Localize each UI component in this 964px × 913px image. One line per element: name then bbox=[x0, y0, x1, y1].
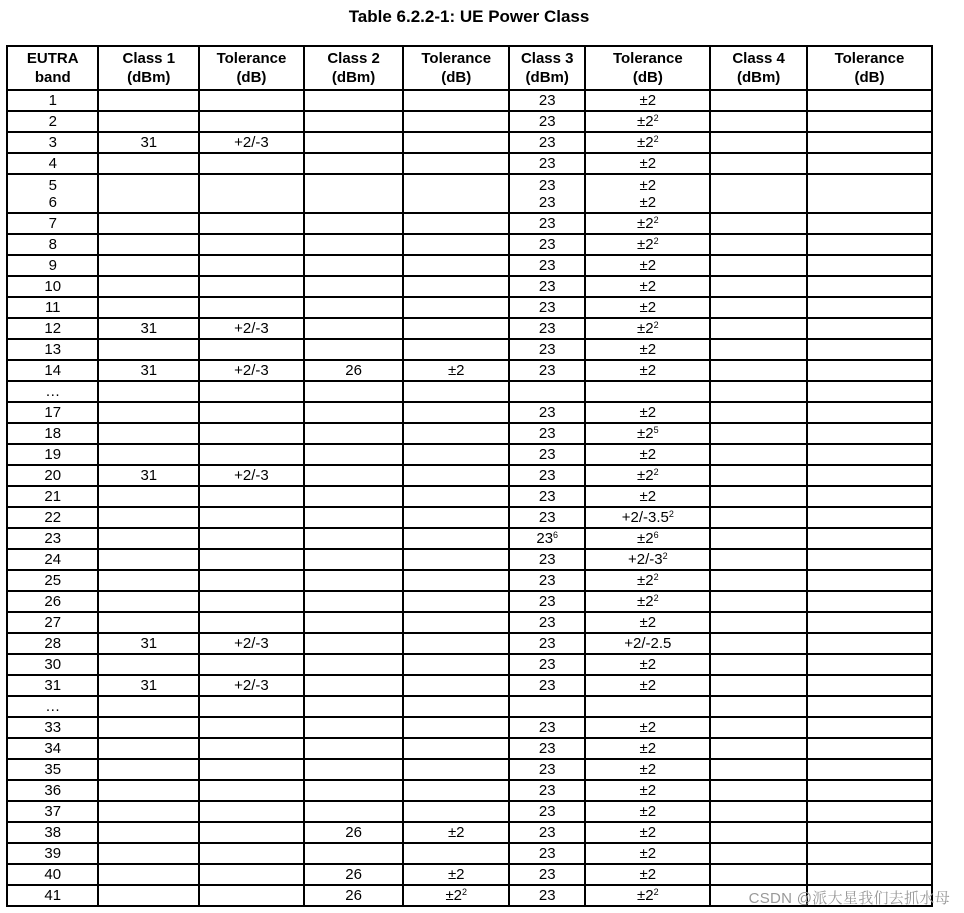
table-row: 19 23 ±2 bbox=[7, 444, 932, 465]
table-row: 34 23 ±2 bbox=[7, 738, 932, 759]
table-row: 30 23 ±2 bbox=[7, 654, 932, 675]
table-row: 27 23 ±2 bbox=[7, 612, 932, 633]
header-class3: Class 3 (dBm) bbox=[509, 46, 585, 90]
table-row: 37 23 ±2 bbox=[7, 801, 932, 822]
header-tolerance2: Tolerance (dB) bbox=[403, 46, 509, 90]
table-row: 35 23 ±2 bbox=[7, 759, 932, 780]
header-tolerance3: Tolerance (dB) bbox=[585, 46, 710, 90]
table-row: 3 31 +2/-3 23 $\pm 2^2$ bbox=[7, 132, 932, 153]
header-tolerance1: Tolerance (dB) bbox=[199, 46, 304, 90]
header-eutra-band: EUTRA band bbox=[7, 46, 98, 90]
table-row: 14 31 +2/-3 26 ±2 23 ±2 bbox=[7, 360, 932, 381]
header-tolerance4: Tolerance (dB) bbox=[807, 46, 932, 90]
table-row: … bbox=[7, 381, 932, 402]
ue-power-class-table bbox=[6, 45, 933, 907]
table-row: 33 23 ±2 bbox=[7, 717, 932, 738]
header-class1: Class 1 (dBm) bbox=[98, 46, 199, 90]
table-row: 41 26 $\pm 2^2$ 23 $\pm 2^2$ bbox=[7, 885, 932, 906]
table-row: 22 23 $+2/-3.5^2$ bbox=[7, 507, 932, 528]
table-row: 11 23 ±2 bbox=[7, 297, 932, 318]
table-row: 4 23 ±2 bbox=[7, 153, 932, 174]
table-row: 24 23 $+2/-3^2$ bbox=[7, 549, 932, 570]
table-row: 13 23 ±2 bbox=[7, 339, 932, 360]
table-row: 28 31 +2/-3 23 +2/-2.5 bbox=[7, 633, 932, 654]
table-row: 18 23 $\pm 2^5$ bbox=[7, 423, 932, 444]
table-row: 26 23 $\pm 2^2$ bbox=[7, 591, 932, 612]
table-row: 12 31 +2/-3 23 $\pm 2^2$ bbox=[7, 318, 932, 339]
table-row: 25 23 $\pm 2^2$ bbox=[7, 570, 932, 591]
table-row: 39 23 ±2 bbox=[7, 843, 932, 864]
table-body bbox=[7, 90, 932, 906]
table-row: 8 23 $\pm 2^2$ bbox=[7, 234, 932, 255]
table-row: 40 26 ±2 23 ±2 bbox=[7, 864, 932, 885]
table-row: 23 $23^6$ $\pm 2^6$ bbox=[7, 528, 932, 549]
table-row: 7 23 $\pm 2^2$ bbox=[7, 213, 932, 234]
table-row: 2 23 $\pm 2^2$ bbox=[7, 111, 932, 132]
table-row: 31 31 +2/-3 23 ±2 bbox=[7, 675, 932, 696]
header-class2: Class 2 (dBm) bbox=[304, 46, 404, 90]
watermark: CSDN @派大星我们去抓水母 bbox=[748, 890, 950, 907]
table-title: Table 6.2.2-1: UE Power Class bbox=[348, 7, 590, 26]
table-row: 1 23 ±2 bbox=[7, 90, 932, 111]
table-row: … bbox=[7, 696, 932, 717]
header-class4: Class 4 (dBm) bbox=[710, 46, 807, 90]
table-row: 36 23 ±2 bbox=[7, 780, 932, 801]
table-row: 5 6 23 23 ±2 ±2 bbox=[7, 174, 932, 213]
table-row: 9 23 ±2 bbox=[7, 255, 932, 276]
table-row: 38 26 ±2 23 ±2 bbox=[7, 822, 932, 843]
table-row: 21 23 ±2 bbox=[7, 486, 932, 507]
table-row: 17 23 ±2 bbox=[7, 402, 932, 423]
table-row: 10 23 ±2 bbox=[7, 276, 932, 297]
table-row: 20 31 +2/-3 23 $\pm 2^2$ bbox=[7, 465, 932, 486]
header-row bbox=[7, 46, 932, 90]
